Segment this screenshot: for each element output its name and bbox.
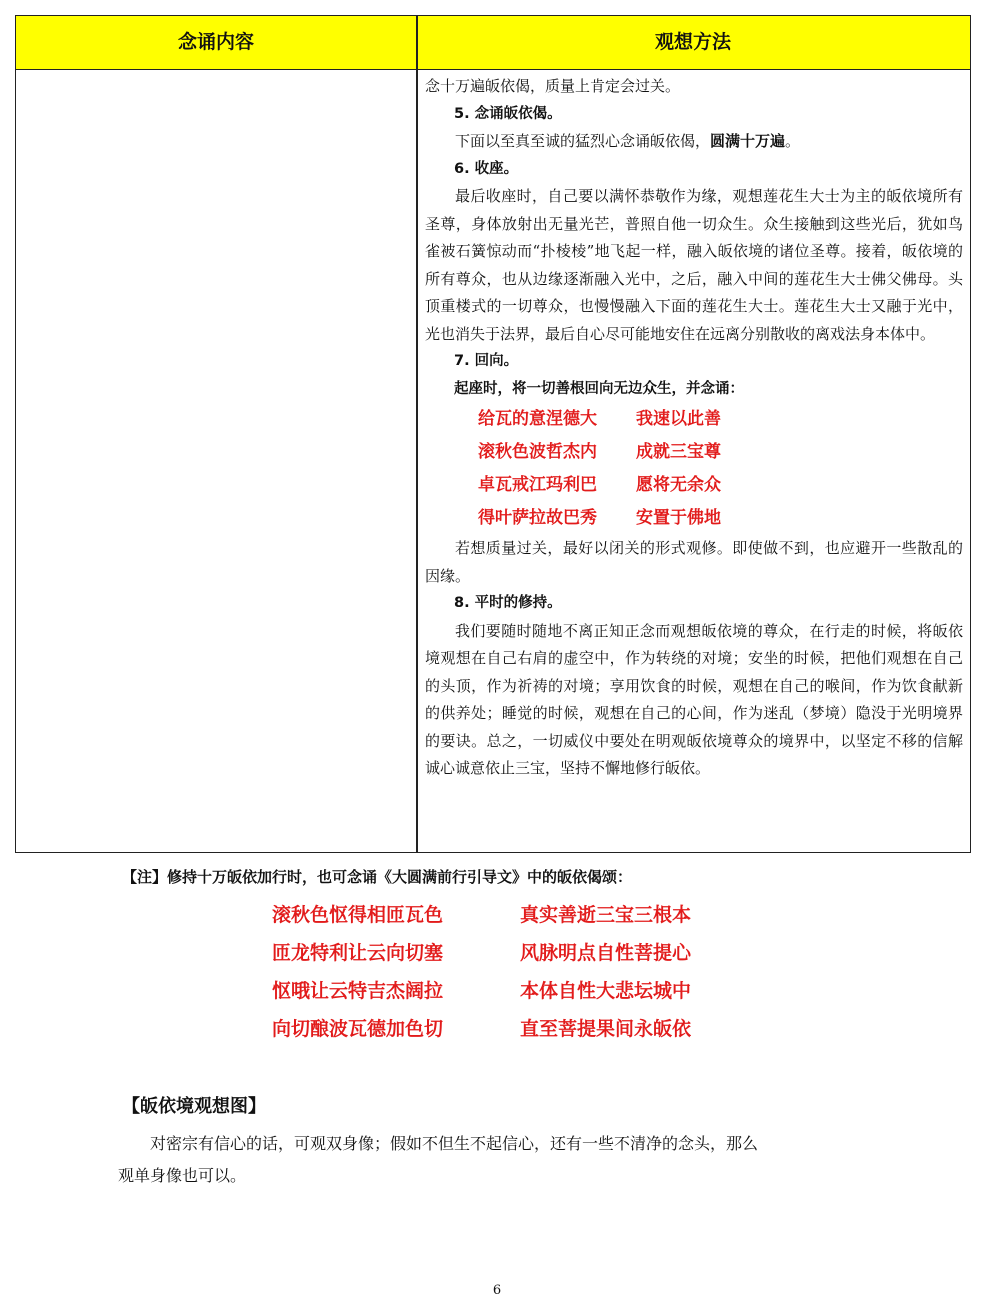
note-verse-line: 滚秋色怄得相匝瓦色 真实善逝三宝三根本 <box>272 904 692 926</box>
paragraph-line-1: 对密宗有信心的话，可观双身像；假如不但生不起信心，还有一些不清净的念头，那么 <box>150 1134 759 1153</box>
verse-line: 给瓦的意涅德大 我速以此善 <box>478 409 721 429</box>
table-header <box>16 16 970 70</box>
verse-line: 滚秋色波哲杰内 成就三宝尊 <box>478 442 721 462</box>
step-7-text: 若想质量过关，最好以闭关的形式观修。即使做不到，也应避开一些散乱的因缘。 <box>425 539 963 585</box>
visualization-column <box>425 73 963 783</box>
step-8-heading: 8. 平时的修持。 <box>454 595 562 611</box>
verse-line: 得叶萨拉故巴秀 安置于佛地 <box>478 508 721 528</box>
verse-line: 卓瓦戒江玛利巴 愿将无余众 <box>478 475 721 495</box>
step-8-text: 我们要随时随地不离正知正念而观想皈依境的尊众，在行走的时候，将皈依境观想在自己右肩的虚空中，作为转绕的对境；安坐的时候，把他们观想在自己的头顶，作为祈祷的对境；享用饮食的时候，观想在自己的喉间，作为饮食献新的供养处；睡觉的时候，观想在自己的心间，作为迷乱（梦境）隐没于光明境界的要诀。总之，一切威仪中要处在明观皈依境尊众的境界中，以坚定不移的信解诚心诚意依止三宝，坚持不懈地修行皈依。 <box>425 621 963 777</box>
note-line: 【注】修持十万皈依加行时，也可念诵《大圆满前行引导文》中的皈依偈颂： <box>122 868 633 886</box>
column-divider <box>416 16 418 852</box>
note-verse-line: 怄哦让云特吉杰阔拉 本体自性大悲坛城中 <box>272 980 692 1002</box>
practice-table <box>15 15 971 853</box>
note-verse-line: 向切酿波瓦德加色切 直至菩提果间永皈依 <box>272 1018 692 1040</box>
section-title: 【皈依境观想图】 <box>122 1096 266 1117</box>
emphasis-100k: 圆满十万遍 <box>710 132 786 150</box>
step-6-text: 最后收座时，自己要以满怀恭敬作为缘，观想莲花生大士为主的皈依境所有圣尊，身体放射出无量光芒，普照自他一切众生。众生接触到这些光后，犹如鸟雀被石簧惊动而“扑棱棱”地飞起一样，融入皈依境的诸位圣尊。接着，皈依境的所有尊众，也从边缘逐渐融入光中，之后，融入中间的莲花生大士佛父佛母。头顶重楼式的一切尊众，也慢慢融入下面的莲花生大士。莲花生大士又融于光中，光也消失于法界，最后自心尽可能地安住在远离分别散收的离戏法身本体中。 <box>425 187 963 343</box>
header-recitation-content: 念诵内容 <box>177 31 254 53</box>
step-7-instruction: 起座时，将一切善根回向无边众生，并念诵： <box>454 380 744 397</box>
step-6-heading: 6. 收座。 <box>454 160 519 177</box>
step-5-heading: 5. 念诵皈依偈。 <box>454 105 562 122</box>
paragraph-line-2: 观单身像也可以。 <box>118 1166 247 1185</box>
header-visualization-method: 观想方法 <box>654 31 731 53</box>
step-5-text: 下面以至真至诚的猛烈心念诵皈依偈，圆满十万遍。 <box>455 132 801 150</box>
note-verse-line: 匝龙特利让云向切塞 风脉明点自性菩提心 <box>272 942 692 964</box>
page-number: 6 <box>492 1283 502 1298</box>
step-7-heading: 7. 回向。 <box>454 353 519 369</box>
continued-text: 念十万遍皈依偈，质量上肯定会过关。 <box>425 77 681 95</box>
section-paragraph <box>118 1128 878 1192</box>
